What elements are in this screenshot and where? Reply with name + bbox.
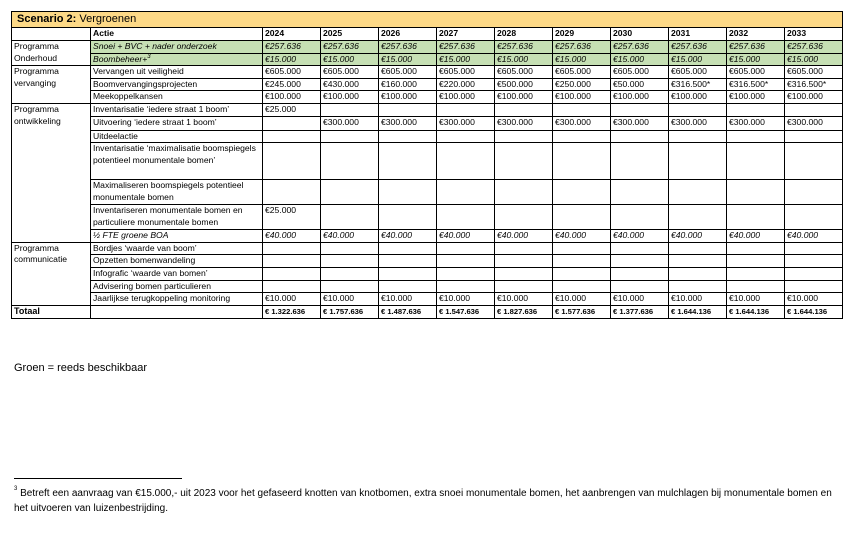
value-cell (321, 180, 379, 205)
header-row (12, 28, 843, 41)
value-cell: €257.636 (321, 41, 379, 54)
header-group-cell (12, 28, 91, 41)
value-cell (727, 143, 785, 180)
value-cell: €15.000 (553, 53, 611, 66)
value-cell (495, 130, 553, 143)
value-cell: €605.000 (437, 66, 495, 79)
value-cell: €300.000 (321, 116, 379, 130)
actie-cell: Inventarisatie ‘iedere straat 1 boom’ (91, 103, 263, 116)
value-cell: €40.000 (611, 230, 669, 243)
value-cell: €40.000 (263, 230, 321, 243)
value-cell: €300.000 (495, 116, 553, 130)
table-row (12, 293, 843, 306)
value-cell: €40.000 (553, 230, 611, 243)
value-cell: €40.000 (321, 230, 379, 243)
value-cell: €605.000 (727, 66, 785, 79)
value-cell (553, 143, 611, 180)
value-cell: €605.000 (495, 66, 553, 79)
value-cell: €40.000 (379, 230, 437, 243)
value-cell: €10.000 (379, 293, 437, 306)
value-cell: €605.000 (321, 66, 379, 79)
value-cell (495, 103, 553, 116)
value-cell: €300.000 (379, 116, 437, 130)
total-value: € 1.487.636 (379, 306, 437, 319)
table-row (12, 267, 843, 280)
value-cell (495, 143, 553, 180)
value-cell (553, 103, 611, 116)
value-cell: €300.000 (727, 116, 785, 130)
value-cell: €257.636 (727, 41, 785, 54)
value-cell (379, 255, 437, 268)
value-cell: €10.000 (263, 293, 321, 306)
value-cell: €100.000 (553, 91, 611, 104)
value-cell (669, 130, 727, 143)
value-cell: €160.000 (379, 78, 437, 91)
value-cell: €245.000 (263, 78, 321, 91)
value-cell (611, 280, 669, 293)
value-cell: €25.000 (263, 103, 321, 116)
value-cell (263, 242, 321, 255)
value-cell: €605.000 (669, 66, 727, 79)
value-cell (669, 255, 727, 268)
value-cell (611, 103, 669, 116)
actie-cell: Inventarisatie ‘maximalisatie boomspiegels potentieel monumentale bomen’ (91, 143, 263, 180)
value-cell: €300.000 (669, 116, 727, 130)
header-year: 2024 (263, 28, 321, 41)
actie-cell: Maximaliseren boomspiegels potentieel monumentale bomen (91, 180, 263, 205)
header-year: 2025 (321, 28, 379, 41)
value-cell: €430.000 (321, 78, 379, 91)
value-cell: €257.636 (785, 41, 843, 54)
value-cell: €257.636 (669, 41, 727, 54)
value-cell (553, 267, 611, 280)
value-cell (727, 130, 785, 143)
value-cell (263, 267, 321, 280)
actie-cell: Infografic ‘waarde van bomen’ (91, 267, 263, 280)
value-cell: €15.000 (611, 53, 669, 66)
value-cell (379, 130, 437, 143)
actie-cell: ½ FTE groene BOA (91, 230, 263, 243)
total-label: Totaal (12, 306, 91, 319)
value-cell: €100.000 (611, 91, 669, 104)
value-cell (321, 143, 379, 180)
value-cell (553, 130, 611, 143)
value-cell (263, 180, 321, 205)
total-row (12, 306, 843, 319)
table-row (12, 53, 843, 66)
value-cell: €15.000 (785, 53, 843, 66)
table-row (12, 180, 843, 205)
header-year: 2029 (553, 28, 611, 41)
value-cell: €50.000 (611, 78, 669, 91)
value-cell: €100.000 (263, 91, 321, 104)
value-cell: €316.500* (727, 78, 785, 91)
value-cell: €257.636 (495, 41, 553, 54)
value-cell: €257.636 (379, 41, 437, 54)
value-cell (379, 267, 437, 280)
total-value: € 1.547.636 (437, 306, 495, 319)
value-cell (611, 242, 669, 255)
value-cell (611, 143, 669, 180)
value-cell (263, 130, 321, 143)
value-cell (785, 180, 843, 205)
total-empty-cell (91, 306, 263, 319)
header-actie: Actie (91, 28, 263, 41)
value-cell: €257.636 (437, 41, 495, 54)
value-cell (437, 103, 495, 116)
value-cell (437, 205, 495, 230)
group-label: Programma communicatie (12, 242, 91, 305)
value-cell: €100.000 (785, 91, 843, 104)
value-cell: €10.000 (321, 293, 379, 306)
value-cell: €15.000 (727, 53, 785, 66)
value-cell: €40.000 (785, 230, 843, 243)
value-cell (611, 205, 669, 230)
header-year: 2030 (611, 28, 669, 41)
budget-table (11, 11, 843, 319)
value-cell (611, 130, 669, 143)
value-cell: €10.000 (669, 293, 727, 306)
value-cell (669, 205, 727, 230)
table-title-row (12, 12, 843, 28)
value-cell: €100.000 (495, 91, 553, 104)
table-title: Scenario 2: Vergroenen (12, 12, 843, 28)
actie-cell: Opzetten bomenwandeling (91, 255, 263, 268)
value-cell (437, 180, 495, 205)
value-cell (553, 242, 611, 255)
value-cell: €257.636 (263, 41, 321, 54)
value-cell (321, 205, 379, 230)
value-cell (553, 255, 611, 268)
table-row (12, 130, 843, 143)
value-cell: €15.000 (321, 53, 379, 66)
value-cell (785, 143, 843, 180)
legend-text: Groen = reeds beschikbaar (14, 362, 147, 374)
value-cell (553, 180, 611, 205)
value-cell (437, 242, 495, 255)
value-cell (611, 255, 669, 268)
table-row (12, 103, 843, 116)
value-cell (437, 143, 495, 180)
table-row (12, 91, 843, 104)
value-cell (495, 180, 553, 205)
footnote (14, 486, 834, 516)
value-cell (437, 280, 495, 293)
value-cell (669, 180, 727, 205)
value-cell (669, 280, 727, 293)
value-cell: €100.000 (379, 91, 437, 104)
table-row (12, 78, 843, 91)
table-row (12, 230, 843, 243)
value-cell: €100.000 (321, 91, 379, 104)
value-cell (379, 205, 437, 230)
value-cell (611, 267, 669, 280)
value-cell (785, 255, 843, 268)
table-row (12, 116, 843, 130)
value-cell: €40.000 (495, 230, 553, 243)
value-cell: €300.000 (611, 116, 669, 130)
value-cell: €40.000 (669, 230, 727, 243)
header-year: 2026 (379, 28, 437, 41)
value-cell: €605.000 (611, 66, 669, 79)
total-value: € 1.577.636 (553, 306, 611, 319)
value-cell: €300.000 (785, 116, 843, 130)
value-cell: €40.000 (437, 230, 495, 243)
actie-cell: Vervangen uit veiligheid (91, 66, 263, 79)
footnote-separator (14, 478, 182, 479)
value-cell: €10.000 (495, 293, 553, 306)
value-cell: €605.000 (553, 66, 611, 79)
value-cell (379, 280, 437, 293)
value-cell (437, 255, 495, 268)
actie-cell: Boombeheer+$^3$ (91, 53, 263, 66)
value-cell (727, 180, 785, 205)
actie-cell: Snoei + BVC + nader onderzoek (91, 41, 263, 54)
value-cell: €15.000 (669, 53, 727, 66)
value-cell: €257.636 (553, 41, 611, 54)
value-cell (669, 242, 727, 255)
actie-cell: Inventariseren monumentale bomen en particuliere monumentale bomen (91, 205, 263, 230)
actie-cell: Meekoppelkansen (91, 91, 263, 104)
value-cell (495, 205, 553, 230)
value-cell: €605.000 (379, 66, 437, 79)
header-year: 2032 (727, 28, 785, 41)
group-label: Programma Onderhoud (12, 41, 91, 66)
value-cell: €100.000 (727, 91, 785, 104)
value-cell (321, 130, 379, 143)
value-cell: €100.000 (669, 91, 727, 104)
value-cell (669, 103, 727, 116)
value-cell (321, 255, 379, 268)
actie-cell: Boomvervangingsprojecten (91, 78, 263, 91)
value-cell (321, 242, 379, 255)
value-cell (553, 280, 611, 293)
table-row (12, 255, 843, 268)
value-cell (785, 280, 843, 293)
value-cell (785, 242, 843, 255)
value-cell (727, 255, 785, 268)
value-cell (727, 205, 785, 230)
total-value: € 1.757.636 (321, 306, 379, 319)
value-cell: €10.000 (611, 293, 669, 306)
value-cell: €250.000 (553, 78, 611, 91)
actie-cell: Uitdeelactie (91, 130, 263, 143)
table-row (12, 205, 843, 230)
total-value: € 1.644.136 (785, 306, 843, 319)
value-cell: €605.000 (263, 66, 321, 79)
table-row (12, 280, 843, 293)
value-cell (727, 103, 785, 116)
table-row (12, 242, 843, 255)
value-cell: €15.000 (263, 53, 321, 66)
value-cell (611, 180, 669, 205)
footnote-marker: 3 (14, 486, 18, 492)
value-cell: €25.000 (263, 205, 321, 230)
table-row (12, 41, 843, 54)
value-cell (263, 280, 321, 293)
value-cell (553, 205, 611, 230)
value-cell: €100.000 (437, 91, 495, 104)
value-cell (495, 280, 553, 293)
value-cell (785, 267, 843, 280)
value-cell (727, 242, 785, 255)
value-cell (495, 255, 553, 268)
value-cell (321, 280, 379, 293)
actie-cell: Bordjes ‘waarde van boom’ (91, 242, 263, 255)
value-cell (437, 130, 495, 143)
value-cell (379, 103, 437, 116)
total-value: € 1.644.136 (727, 306, 785, 319)
value-cell: €300.000 (553, 116, 611, 130)
value-cell (379, 143, 437, 180)
total-value: € 1.827.636 (495, 306, 553, 319)
value-cell: €10.000 (785, 293, 843, 306)
group-label: Programma ontwikkeling (12, 103, 91, 242)
actie-cell: Uitvoering ‘iedere straat 1 boom’ (91, 116, 263, 130)
value-cell: €316.500* (785, 78, 843, 91)
total-value: € 1.644.136 (669, 306, 727, 319)
footnote-text: Betreft een aanvraag van €15.000,- uit 2023 voor het gefaseerd knotten van knotbomen, extra snoei monumentale bomen, het aanbrengen van mulchlagen bij monumentale bomen en het uitvoeren van luizenbestrijding. (14, 488, 832, 514)
value-cell: €15.000 (437, 53, 495, 66)
value-cell (321, 103, 379, 116)
value-cell: €10.000 (437, 293, 495, 306)
value-cell: €500.000 (495, 78, 553, 91)
header-year: 2027 (437, 28, 495, 41)
value-cell: €316.500* (669, 78, 727, 91)
value-cell (669, 267, 727, 280)
value-cell (321, 267, 379, 280)
table-row (12, 66, 843, 79)
value-cell: €220.000 (437, 78, 495, 91)
value-cell: €10.000 (727, 293, 785, 306)
value-cell (263, 116, 321, 130)
value-cell (263, 255, 321, 268)
value-cell (495, 267, 553, 280)
value-cell: €15.000 (379, 53, 437, 66)
value-cell (727, 280, 785, 293)
value-cell: €10.000 (553, 293, 611, 306)
value-cell (495, 242, 553, 255)
value-cell (437, 267, 495, 280)
value-cell (785, 103, 843, 116)
value-cell: €300.000 (437, 116, 495, 130)
value-cell: €257.636 (611, 41, 669, 54)
header-year: 2028 (495, 28, 553, 41)
total-value: € 1.322.636 (263, 306, 321, 319)
value-cell (669, 143, 727, 180)
value-cell (379, 242, 437, 255)
actie-cell: Advisering bomen particulieren (91, 280, 263, 293)
value-cell (263, 143, 321, 180)
value-cell (379, 180, 437, 205)
table-row (12, 143, 843, 180)
value-cell: €40.000 (727, 230, 785, 243)
group-label: Programma vervanging (12, 66, 91, 104)
value-cell: €15.000 (495, 53, 553, 66)
value-cell (727, 267, 785, 280)
value-cell: €605.000 (785, 66, 843, 79)
value-cell (785, 205, 843, 230)
footnote-ref: 3 (147, 53, 151, 60)
header-year: 2031 (669, 28, 727, 41)
total-value: € 1.377.636 (611, 306, 669, 319)
value-cell (785, 130, 843, 143)
actie-cell: Jaarlijkse terugkoppeling monitoring (91, 293, 263, 306)
header-year: 2033 (785, 28, 843, 41)
